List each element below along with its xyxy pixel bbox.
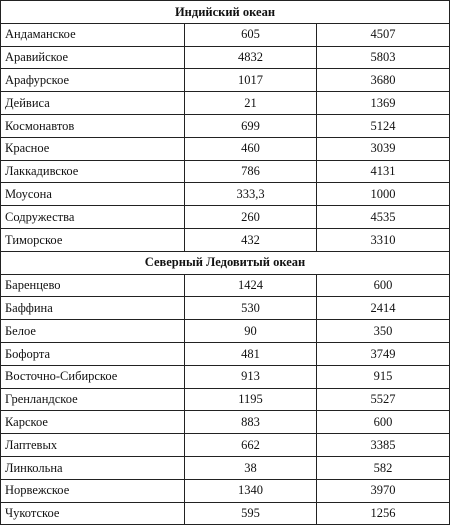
depth-cell: 915 bbox=[317, 365, 450, 388]
sea-name-cell: Чукотское bbox=[1, 502, 185, 525]
table-row bbox=[1, 411, 450, 434]
depth-cell: 3680 bbox=[317, 69, 450, 92]
sea-name-cell: Восточно-Сибирское bbox=[1, 365, 185, 388]
table-row bbox=[1, 274, 450, 297]
sea-name-cell: Баффина bbox=[1, 297, 185, 320]
table-row bbox=[1, 320, 450, 343]
sea-name-cell: Дейвиса bbox=[1, 92, 185, 115]
table-row bbox=[1, 228, 450, 251]
sea-name-cell: Лаптевых bbox=[1, 434, 185, 457]
depth-cell: 3385 bbox=[317, 434, 450, 457]
area-cell: 38 bbox=[185, 456, 317, 479]
depth-cell: 1000 bbox=[317, 183, 450, 206]
sea-name-cell: Содружества bbox=[1, 206, 185, 229]
sea-name-cell: Аравийское bbox=[1, 46, 185, 69]
depth-cell: 2414 bbox=[317, 297, 450, 320]
depth-cell: 4507 bbox=[317, 23, 450, 46]
table-row bbox=[1, 502, 450, 525]
area-cell: 1017 bbox=[185, 69, 317, 92]
depth-cell: 3039 bbox=[317, 137, 450, 160]
depth-cell: 1369 bbox=[317, 92, 450, 115]
depth-cell: 600 bbox=[317, 411, 450, 434]
table-row bbox=[1, 206, 450, 229]
area-cell: 90 bbox=[185, 320, 317, 343]
area-cell: 595 bbox=[185, 502, 317, 525]
area-cell: 432 bbox=[185, 228, 317, 251]
depth-cell: 4535 bbox=[317, 206, 450, 229]
sea-name-cell: Тиморское bbox=[1, 228, 185, 251]
table-row bbox=[1, 114, 450, 137]
section-header-row bbox=[1, 251, 450, 274]
depth-cell: 3749 bbox=[317, 342, 450, 365]
sea-name-cell: Моусона bbox=[1, 183, 185, 206]
area-cell: 1340 bbox=[185, 479, 317, 502]
area-cell: 21 bbox=[185, 92, 317, 115]
table-row bbox=[1, 23, 450, 46]
sea-name-cell: Линкольна bbox=[1, 456, 185, 479]
sea-name-cell: Космонавтов bbox=[1, 114, 185, 137]
table-row bbox=[1, 342, 450, 365]
depth-cell: 3310 bbox=[317, 228, 450, 251]
table-row bbox=[1, 137, 450, 160]
depth-cell: 600 bbox=[317, 274, 450, 297]
section-title: Индийский океан bbox=[1, 1, 450, 24]
seas-table-body bbox=[1, 1, 450, 525]
sea-name-cell: Белое bbox=[1, 320, 185, 343]
table-row bbox=[1, 183, 450, 206]
area-cell: 481 bbox=[185, 342, 317, 365]
depth-cell: 5803 bbox=[317, 46, 450, 69]
area-cell: 1424 bbox=[185, 274, 317, 297]
depth-cell: 4131 bbox=[317, 160, 450, 183]
section-header-row bbox=[1, 1, 450, 24]
area-cell: 605 bbox=[185, 23, 317, 46]
sea-name-cell: Андаманское bbox=[1, 23, 185, 46]
depth-cell: 350 bbox=[317, 320, 450, 343]
area-cell: 699 bbox=[185, 114, 317, 137]
sea-name-cell: Норвежское bbox=[1, 479, 185, 502]
area-cell: 333,3 bbox=[185, 183, 317, 206]
sea-name-cell: Красное bbox=[1, 137, 185, 160]
sea-name-cell: Баренцево bbox=[1, 274, 185, 297]
depth-cell: 1256 bbox=[317, 502, 450, 525]
area-cell: 662 bbox=[185, 434, 317, 457]
table-row bbox=[1, 69, 450, 92]
depth-cell: 5124 bbox=[317, 114, 450, 137]
table-row bbox=[1, 434, 450, 457]
area-cell: 460 bbox=[185, 137, 317, 160]
depth-cell: 5527 bbox=[317, 388, 450, 411]
table-row bbox=[1, 479, 450, 502]
sea-name-cell: Лаккадивское bbox=[1, 160, 185, 183]
table-row bbox=[1, 388, 450, 411]
depth-cell: 582 bbox=[317, 456, 450, 479]
depth-cell: 3970 bbox=[317, 479, 450, 502]
table-row bbox=[1, 456, 450, 479]
area-cell: 4832 bbox=[185, 46, 317, 69]
table-row bbox=[1, 297, 450, 320]
table-row bbox=[1, 160, 450, 183]
area-cell: 913 bbox=[185, 365, 317, 388]
area-cell: 1195 bbox=[185, 388, 317, 411]
table-row bbox=[1, 46, 450, 69]
section-title: Северный Ледовитый океан bbox=[1, 251, 450, 274]
sea-name-cell: Карское bbox=[1, 411, 185, 434]
sea-name-cell: Гренландское bbox=[1, 388, 185, 411]
area-cell: 883 bbox=[185, 411, 317, 434]
sea-name-cell: Арафурское bbox=[1, 69, 185, 92]
area-cell: 786 bbox=[185, 160, 317, 183]
table-row bbox=[1, 365, 450, 388]
sea-name-cell: Бофорта bbox=[1, 342, 185, 365]
table-row bbox=[1, 92, 450, 115]
area-cell: 260 bbox=[185, 206, 317, 229]
area-cell: 530 bbox=[185, 297, 317, 320]
